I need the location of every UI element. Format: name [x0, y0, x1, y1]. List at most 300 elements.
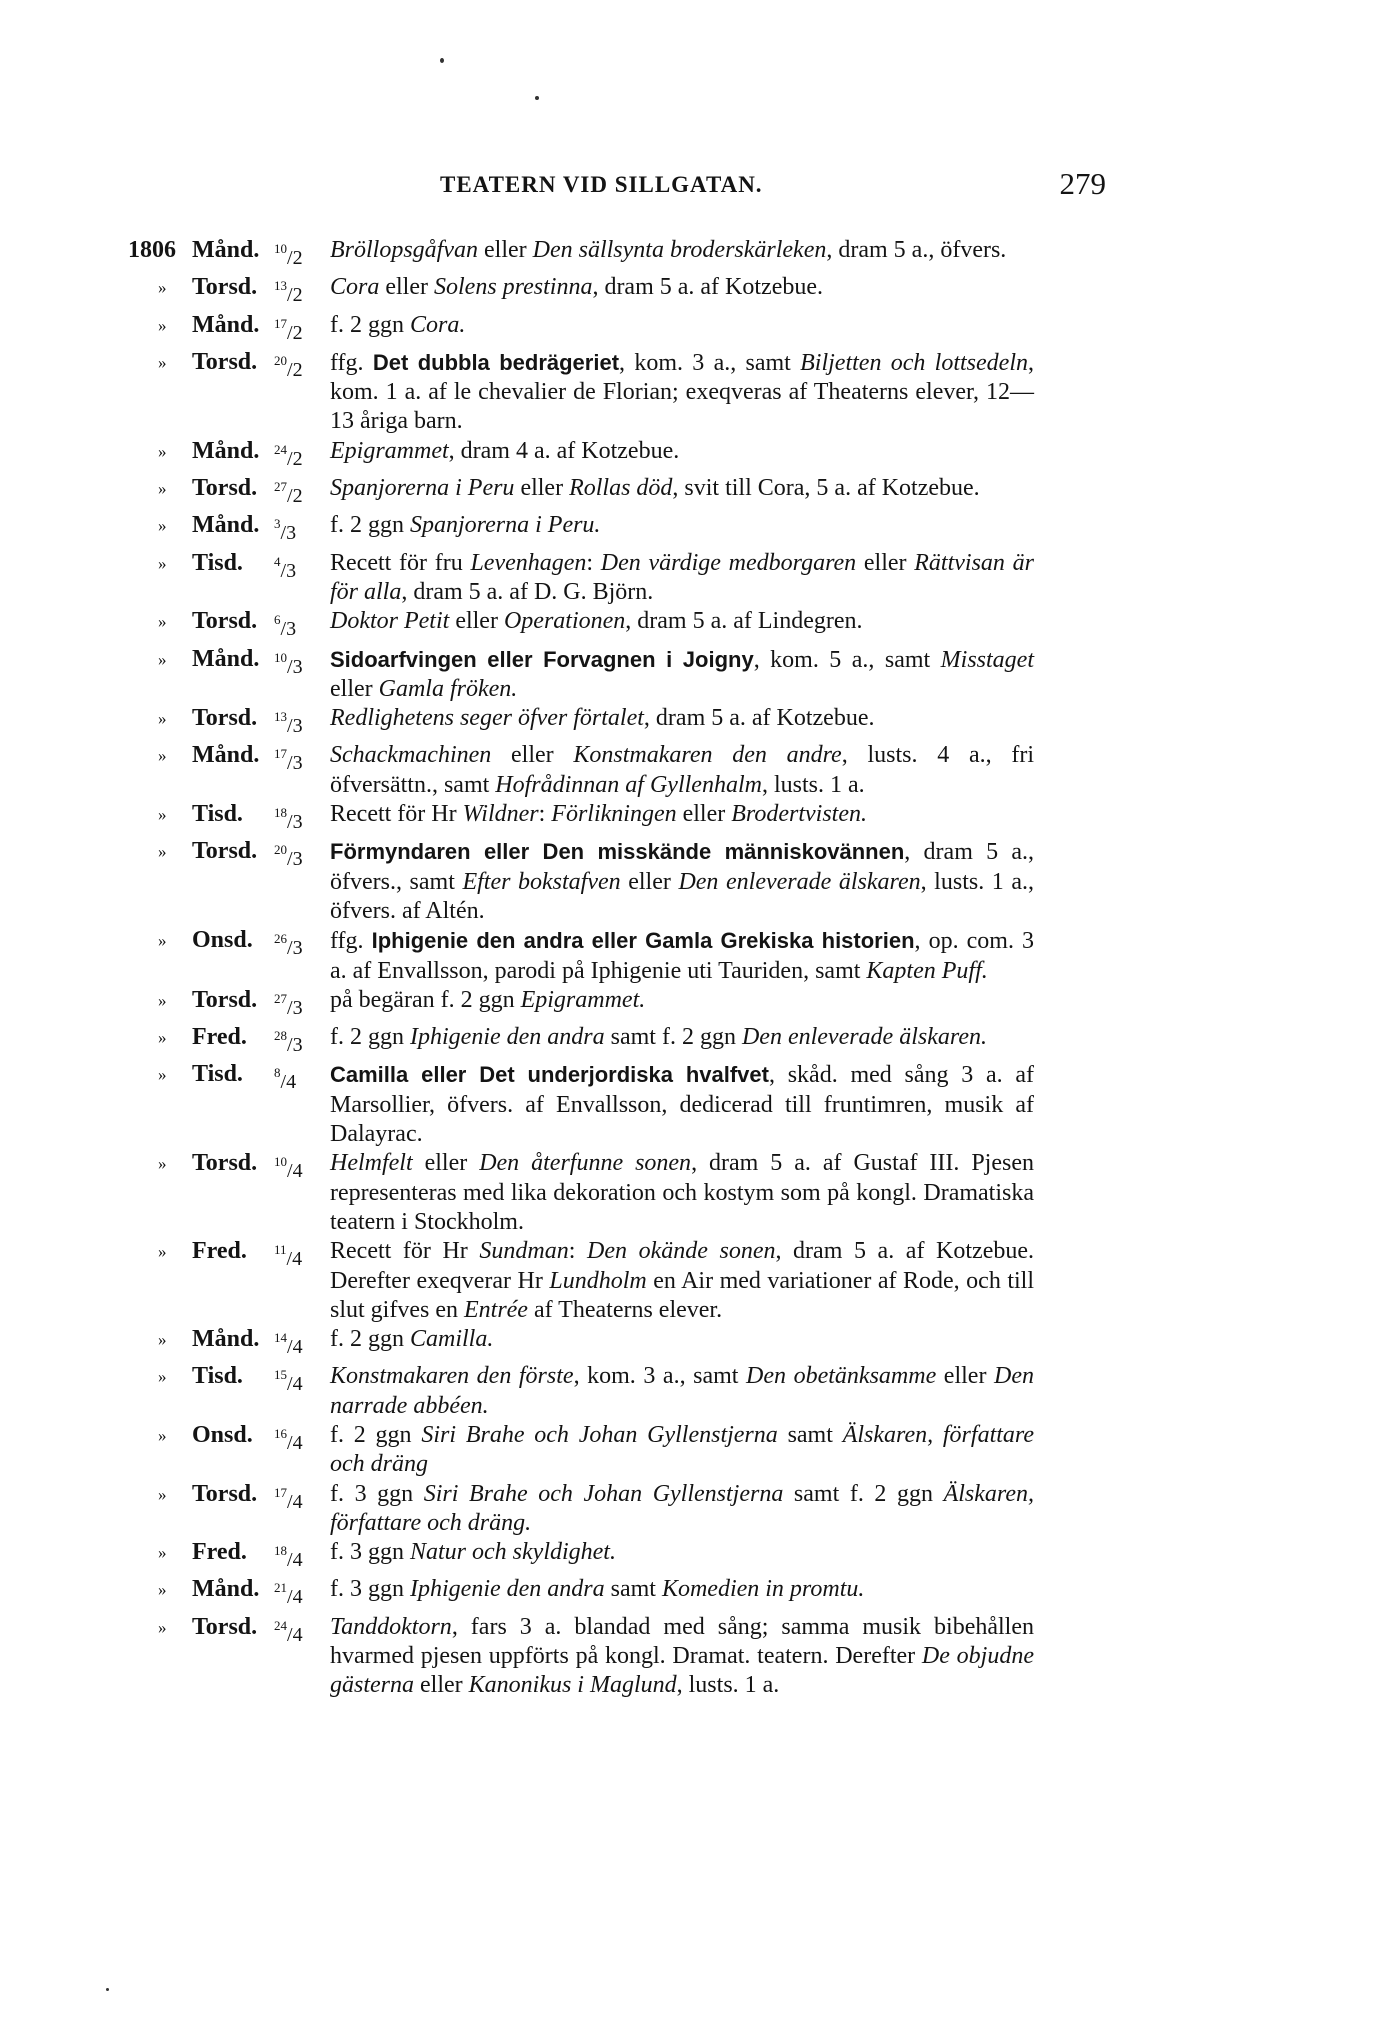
play-title: Älskaren, författare och dräng	[330, 1421, 1035, 1478]
print-speck	[106, 1988, 109, 1991]
date-day: 6	[274, 612, 281, 628]
weekday: Månd.	[192, 311, 260, 338]
play-title: Komedien in promtu.	[661, 1576, 865, 1603]
play-title: Schackmachinen	[330, 742, 492, 769]
play-title: Lundholm	[549, 1267, 647, 1294]
date-day: 24	[274, 441, 287, 457]
performance-entry	[128, 1362, 1136, 1421]
play-title: Förlikningen	[551, 801, 677, 828]
entry-text: , op. com. 3 a. af Envallsson, parodi på Iphigenie uti Tauriden, samt	[330, 928, 1034, 984]
entry-description	[330, 1613, 1034, 1701]
play-title: Epigrammet.	[520, 986, 646, 1013]
entry-text: , svit till Cora, 5 a. af Kotzebue.	[672, 475, 980, 502]
entry-text: , dram 5 a. af Gustaf III. Pjesen representeras med lika dekoration och kostym som på kongl. Dramatiska teatern i Stockholm.	[330, 1150, 1034, 1235]
entry-description	[330, 704, 1034, 733]
ditto-mark: »	[158, 352, 167, 372]
date: $^{17}$/4	[274, 1484, 303, 1513]
weekday: Månd.	[192, 1576, 260, 1603]
entry-description	[330, 311, 1034, 340]
performance-entry	[128, 1613, 1136, 1701]
date-month: 4	[292, 1431, 303, 1454]
date-day: 15	[274, 1367, 287, 1383]
ditto-mark: »	[158, 1028, 167, 1048]
date: $^{27}$/2	[274, 479, 303, 508]
date: $^6$/3	[274, 612, 297, 641]
entry-text: , dram 5 a., öfvers., samt	[330, 839, 1035, 895]
date: $^{21}$/4	[274, 1580, 303, 1609]
entry-description	[330, 741, 1034, 800]
ditto-mark: »	[158, 1617, 167, 1637]
entry-text: samt	[777, 1421, 843, 1448]
play-title: Tanddoktorn	[330, 1613, 452, 1640]
entry-description	[330, 645, 1034, 705]
entry-text: f. 2 ggn	[330, 1326, 410, 1353]
weekday: Onsd.	[192, 1421, 253, 1448]
play-title: Natur och skyldighet.	[410, 1539, 616, 1566]
ditto-mark: »	[158, 1484, 167, 1504]
entry-text: , dram 5 a. af Kotzebue.	[592, 274, 824, 301]
entry-description	[330, 348, 1034, 437]
entry-description	[330, 926, 1034, 986]
date-month: 4	[292, 1373, 303, 1396]
entry-description	[330, 1237, 1034, 1325]
play-title: Den obetänksamme	[746, 1363, 937, 1390]
performance-entry	[128, 273, 1136, 310]
performance-entry	[128, 1060, 1136, 1149]
premiere-title: Sidoarfvingen eller Forvagnen i Joigny	[330, 646, 754, 672]
play-title: Helmfelt	[330, 1150, 413, 1177]
play-title: Siri Brahe och Johan Gyllenstjerna	[421, 1421, 778, 1448]
entry-description	[330, 607, 1034, 636]
weekday: Torsd.	[192, 608, 258, 635]
play-title: Den värdige medborgaren	[600, 549, 857, 576]
play-title: Rollas död	[569, 475, 673, 502]
year-label: 1806	[128, 237, 176, 263]
date: $^{10}$/2	[274, 241, 303, 269]
premiere-title: Förmyndaren eller Den misskände människovännen	[330, 839, 905, 865]
performance-log	[128, 236, 1136, 1701]
play-title: Den enleverade älskaren	[678, 868, 921, 895]
entry-description	[330, 236, 1034, 265]
performance-entry	[128, 607, 1136, 644]
date-day: 11	[274, 1242, 287, 1258]
entry-description	[330, 1538, 1034, 1567]
date-month: 4	[292, 1248, 303, 1271]
date-month: 2	[292, 447, 303, 470]
performance-entry	[128, 645, 1136, 705]
weekday: Tisd.	[192, 1363, 243, 1390]
entry-text: eller	[412, 1150, 480, 1177]
play-title: Hofrådinnan af Gyllenhalm	[495, 771, 762, 798]
date: $^{20}$/2	[274, 352, 303, 381]
entry-text: :	[538, 801, 552, 828]
entry-description	[330, 549, 1034, 608]
date: $^{14}$/4	[274, 1330, 303, 1359]
play-title: Kapten Puff.	[866, 957, 988, 984]
entry-description	[330, 986, 1034, 1015]
date-day: 14	[274, 1330, 287, 1346]
weekday: Fred.	[192, 1539, 247, 1566]
entry-text: eller	[856, 549, 915, 576]
premiere-title: Det dubbla bedrägeriet	[372, 349, 620, 375]
entry-text: ffg.	[330, 349, 373, 376]
entry-text: Recett för Hr	[330, 801, 463, 828]
entry-description	[330, 1480, 1034, 1539]
entry-text: f. 2 ggn	[330, 311, 410, 338]
entry-text: f. 2 ggn	[330, 512, 410, 539]
date-day: 3	[274, 516, 281, 532]
date-month: 3	[292, 937, 303, 960]
entry-text: samt f. 2 ggn	[604, 1024, 742, 1051]
performance-entry	[128, 1421, 1136, 1480]
play-title: Epigrammet	[330, 437, 449, 464]
entry-text: eller	[491, 742, 574, 769]
date-month: 3	[292, 1034, 303, 1057]
performance-entry	[128, 437, 1136, 474]
performance-entry	[128, 986, 1136, 1023]
date: $^{16}$/4	[274, 1425, 303, 1454]
play-title: Den sällsynta broderskärleken	[532, 237, 827, 263]
premiere-title: Iphigenie den andra eller Gamla Grekiska historien	[371, 928, 915, 954]
entry-text: , kom. 3 a., samt	[619, 349, 801, 376]
entry-text: , dram 5 a., öfvers.	[826, 237, 1007, 263]
entry-text: f. 3 ggn	[330, 1480, 424, 1507]
date-month: 2	[292, 485, 303, 508]
play-title: Konstmakaren den andre	[573, 742, 842, 769]
entry-description	[330, 437, 1034, 466]
entry-description	[330, 474, 1034, 503]
weekday: Fred.	[192, 1238, 247, 1265]
performance-entry	[128, 1538, 1136, 1575]
date-month: 2	[292, 247, 303, 269]
date: $^3$/3	[274, 516, 297, 545]
entry-text: , kom. 1 a. af le chevalier de Florian; exeqveras af Theaterns elever, 12—13 åriga barn.	[330, 349, 1034, 435]
date-day: 28	[274, 1028, 287, 1044]
weekday: Torsd.	[192, 1613, 258, 1640]
play-title: Gamla fröken.	[378, 675, 518, 702]
weekday: Torsd.	[192, 1150, 258, 1177]
date-day: 27	[274, 990, 287, 1006]
date: $^8$/4	[274, 1065, 297, 1094]
ditto-mark: »	[158, 709, 167, 729]
date-day: 26	[274, 931, 287, 947]
date-day: 18	[274, 1543, 287, 1559]
ditto-mark: »	[158, 746, 167, 766]
play-title: Brodertvisten.	[731, 801, 867, 828]
weekday: Tisd.	[192, 549, 243, 576]
play-title: Spanjorerna i Peru	[330, 475, 515, 502]
date-month: 3	[292, 752, 303, 775]
date-month: 4	[292, 1549, 303, 1572]
weekday: Tisd.	[192, 801, 243, 828]
entry-text: , lusts. 1 a., öfvers. af Altén.	[330, 868, 1034, 924]
ditto-mark: »	[158, 612, 167, 632]
date-day: 18	[274, 805, 287, 821]
date-month: 3	[286, 522, 297, 545]
play-title: Kanonikus i Maglund	[468, 1672, 677, 1699]
entry-text: , dram 5 a. af D. G. Björn.	[401, 578, 654, 605]
date-month: 4	[292, 1490, 303, 1513]
entry-text: , skåd. med sång 3 a. af Marsollier, öfvers. af Envallsson, dedicerad till fruntimren, musik af Dalayrac.	[330, 1062, 1034, 1148]
date-day: 17	[274, 315, 287, 331]
play-title: Cora	[330, 274, 380, 301]
entry-description	[330, 1421, 1034, 1480]
entry-text: eller	[620, 868, 679, 895]
date-month: 3	[292, 996, 303, 1019]
date: $^{17}$/2	[274, 315, 303, 344]
date-month: 3	[292, 655, 303, 678]
page-header	[214, 166, 1106, 206]
weekday: Månd.	[192, 645, 260, 672]
ditto-mark: »	[158, 479, 167, 499]
ditto-mark: »	[158, 931, 167, 951]
date: $^{13}$/2	[274, 278, 303, 307]
entry-description	[330, 837, 1034, 926]
weekday: Månd.	[192, 237, 260, 263]
weekday: Torsd.	[192, 986, 258, 1013]
entry-text: Recett för Hr	[330, 1238, 480, 1265]
ditto-mark: »	[158, 990, 167, 1010]
date: $^{10}$/3	[274, 649, 303, 678]
weekday: Torsd.	[192, 475, 258, 502]
entry-text: , fars 3 a. blandad med sång; samma musik bibehållen hvarmed pjesen uppförts på kongl. Dramat. teatern. Derefter	[330, 1613, 1034, 1670]
performance-entry	[128, 1237, 1136, 1325]
date-day: 13	[274, 278, 287, 294]
entry-text: eller	[478, 237, 533, 263]
play-title: Rättvisan är för alla	[330, 549, 1034, 605]
entry-description	[330, 1060, 1034, 1149]
date-month: 3	[286, 559, 297, 582]
weekday: Torsd.	[192, 348, 258, 375]
date-month: 2	[292, 321, 303, 344]
date-day: 4	[274, 553, 281, 569]
play-title: Den narrade abbéen.	[330, 1363, 1034, 1419]
play-title: Biljetten och lottsedeln	[800, 349, 1028, 376]
entry-description	[330, 273, 1034, 302]
date-day: 13	[274, 709, 287, 725]
performance-entry	[128, 348, 1136, 437]
weekday: Månd.	[192, 1326, 260, 1353]
date: $^{17}$/3	[274, 746, 303, 775]
ditto-mark: »	[158, 1065, 167, 1085]
date-day: 10	[274, 1154, 287, 1170]
entry-description	[330, 800, 1034, 829]
play-title: Camilla.	[410, 1326, 494, 1353]
performance-entry	[128, 1480, 1136, 1539]
play-title: Den okände sonen	[587, 1238, 776, 1265]
date-month: 4	[286, 1071, 297, 1094]
date-day: 16	[274, 1425, 287, 1441]
ditto-mark: »	[158, 441, 167, 461]
ditto-mark: »	[158, 516, 167, 536]
date-day: 27	[274, 479, 287, 495]
play-title: Doktor Petit	[330, 608, 450, 635]
performance-entry	[128, 311, 1136, 348]
play-title: Iphigenie den andra	[410, 1576, 605, 1603]
performance-entry	[128, 474, 1136, 511]
date: $^{27}$/3	[274, 990, 303, 1019]
entry-text: ffg.	[330, 928, 372, 955]
entry-description	[330, 1362, 1034, 1421]
date: $^{24}$/4	[274, 1617, 303, 1646]
entry-text: en Air med variationer af Rode, och till slut gifves en	[330, 1267, 1034, 1323]
entry-text: eller	[936, 1363, 995, 1390]
ditto-mark: »	[158, 315, 167, 335]
entry-text: , dram 4 a. af Kotzebue.	[448, 437, 680, 464]
date-day: 24	[274, 1617, 287, 1633]
ditto-mark: »	[158, 1330, 167, 1350]
ditto-mark: »	[158, 842, 167, 862]
entry-text: :	[568, 1238, 587, 1265]
date-month: 3	[292, 848, 303, 871]
date-day: 20	[274, 842, 287, 858]
entry-description	[330, 511, 1034, 540]
ditto-mark: »	[158, 1425, 167, 1445]
date-month: 3	[292, 715, 303, 738]
date-day: 17	[274, 746, 287, 762]
date-day: 8	[274, 1065, 281, 1081]
play-title: Bröllopsgåfvan	[330, 237, 478, 263]
entry-text: , lusts. 1 a.	[676, 1672, 780, 1699]
date-day: 20	[274, 352, 287, 368]
premiere-title: Camilla eller Det underjordiska hvalfvet	[330, 1062, 769, 1088]
entry-text: f. 3 ggn	[330, 1576, 410, 1603]
play-title: Sundman	[479, 1238, 569, 1265]
date: $^4$/3	[274, 553, 297, 582]
performance-entry	[128, 704, 1136, 741]
performance-entry	[128, 837, 1136, 926]
date-month: 4	[292, 1623, 303, 1646]
performance-entry	[128, 236, 1136, 273]
ditto-mark: »	[158, 278, 167, 298]
play-title: Älskaren, författare och dräng.	[330, 1480, 1034, 1536]
date-month: 4	[292, 1160, 303, 1183]
entry-text: , dram 5 a. af Kotzebue.	[643, 705, 875, 732]
date: $^{28}$/3	[274, 1028, 303, 1057]
play-title: Redlighetens seger öfver förtalet	[330, 705, 644, 732]
entry-text: , dram 5 a. af Lindegren.	[625, 608, 863, 635]
entry-description	[330, 1325, 1034, 1354]
date: $^{10}$/4	[274, 1154, 303, 1183]
date: $^{13}$/3	[274, 709, 303, 738]
entry-text: eller	[330, 675, 379, 702]
performance-entry	[128, 1149, 1136, 1237]
print-speck	[535, 96, 539, 100]
weekday: Torsd.	[192, 838, 258, 865]
date-day: 21	[274, 1580, 287, 1596]
play-title: Cora.	[410, 311, 466, 338]
weekday: Torsd.	[192, 1480, 258, 1507]
entry-text: samt	[604, 1576, 662, 1603]
play-title: Den enleverade älskaren.	[741, 1024, 987, 1051]
date: $^{24}$/2	[274, 441, 303, 470]
entry-text: eller	[379, 274, 434, 301]
play-title: De objudne gästerna	[330, 1643, 1034, 1699]
entry-text: :	[586, 549, 601, 576]
date: $^{26}$/3	[274, 931, 303, 960]
play-title: Den återfunne sonen	[479, 1150, 692, 1177]
entry-text: , lusts. 4 a., fri öfversättn., samt	[330, 742, 1034, 798]
weekday: Fred.	[192, 1024, 247, 1051]
date-month: 3	[286, 618, 297, 641]
weekday: Månd.	[192, 512, 260, 539]
play-title: Siri Brahe och Johan Gyllenstjerna	[423, 1480, 784, 1507]
date-month: 3	[292, 811, 303, 834]
weekday: Torsd.	[192, 274, 258, 301]
weekday: Tisd.	[192, 1061, 243, 1088]
entry-description	[330, 1023, 1034, 1052]
play-title: Solens prestinna	[434, 274, 593, 301]
date-month: 4	[292, 1586, 303, 1609]
ditto-mark: »	[158, 1242, 167, 1262]
play-title: Misstaget	[940, 646, 1034, 673]
entry-description	[330, 1149, 1034, 1237]
date: $^{18}$/3	[274, 805, 303, 834]
entry-text: , lusts. 1 a.	[761, 771, 865, 798]
weekday: Torsd.	[192, 705, 258, 732]
entry-text: eller	[676, 801, 732, 828]
date: $^{18}$/4	[274, 1543, 303, 1572]
date-day: 17	[274, 1484, 287, 1500]
date-month: 2	[292, 358, 303, 381]
performance-entry	[128, 800, 1136, 837]
ditto-mark: »	[158, 649, 167, 669]
date: $^{11}$/4	[274, 1242, 303, 1271]
weekday: Månd.	[192, 742, 260, 769]
page-number: 279	[1059, 166, 1106, 201]
ditto-mark: »	[158, 1580, 167, 1600]
entry-text: på begäran f. 2 ggn	[330, 986, 521, 1013]
performance-entry	[128, 926, 1136, 986]
entry-text: , dram 5 a. af Kotzebue. Derefter exeqverar Hr	[330, 1238, 1034, 1294]
date: $^{15}$/4	[274, 1367, 303, 1396]
play-title: Levenhagen	[470, 549, 587, 576]
entry-text: Recett för fru	[330, 549, 471, 576]
ditto-mark: »	[158, 553, 167, 573]
weekday: Månd.	[192, 437, 260, 464]
date: $^{20}$/3	[274, 842, 303, 871]
date-day: 10	[274, 649, 287, 665]
performance-entry	[128, 1575, 1136, 1612]
ditto-mark: »	[158, 805, 167, 825]
ditto-mark: »	[158, 1543, 167, 1563]
date-month: 4	[292, 1336, 303, 1359]
entry-text: eller	[449, 608, 504, 635]
performance-entry	[128, 1023, 1136, 1060]
date-month: 2	[292, 284, 303, 307]
play-title: Spanjorerna i Peru.	[410, 512, 601, 539]
performance-entry	[128, 549, 1136, 608]
play-title: Efter bokstafven	[462, 868, 621, 895]
performance-entry	[128, 741, 1136, 800]
running-title: TEATERN VID SILLGATAN.	[440, 172, 763, 197]
print-speck	[440, 58, 444, 63]
entry-description	[330, 1575, 1034, 1604]
entry-text: samt f. 2 ggn	[783, 1480, 944, 1507]
entry-text: eller	[414, 1672, 469, 1699]
play-title: Operationen	[503, 608, 626, 635]
play-title: Entrée	[463, 1296, 528, 1323]
play-title: Konstmakaren den förste	[330, 1363, 574, 1390]
date-day: 10	[274, 241, 287, 256]
play-title: Iphigenie den andra	[410, 1024, 605, 1051]
entry-text: f. 2 ggn	[330, 1421, 422, 1448]
entry-text: f. 3 ggn	[330, 1539, 410, 1566]
entry-text: , kom. 5 a., samt	[753, 646, 941, 673]
entry-text: af Theaterns elever.	[527, 1296, 723, 1323]
entry-text: eller	[514, 475, 570, 502]
weekday: Onsd.	[192, 927, 253, 954]
